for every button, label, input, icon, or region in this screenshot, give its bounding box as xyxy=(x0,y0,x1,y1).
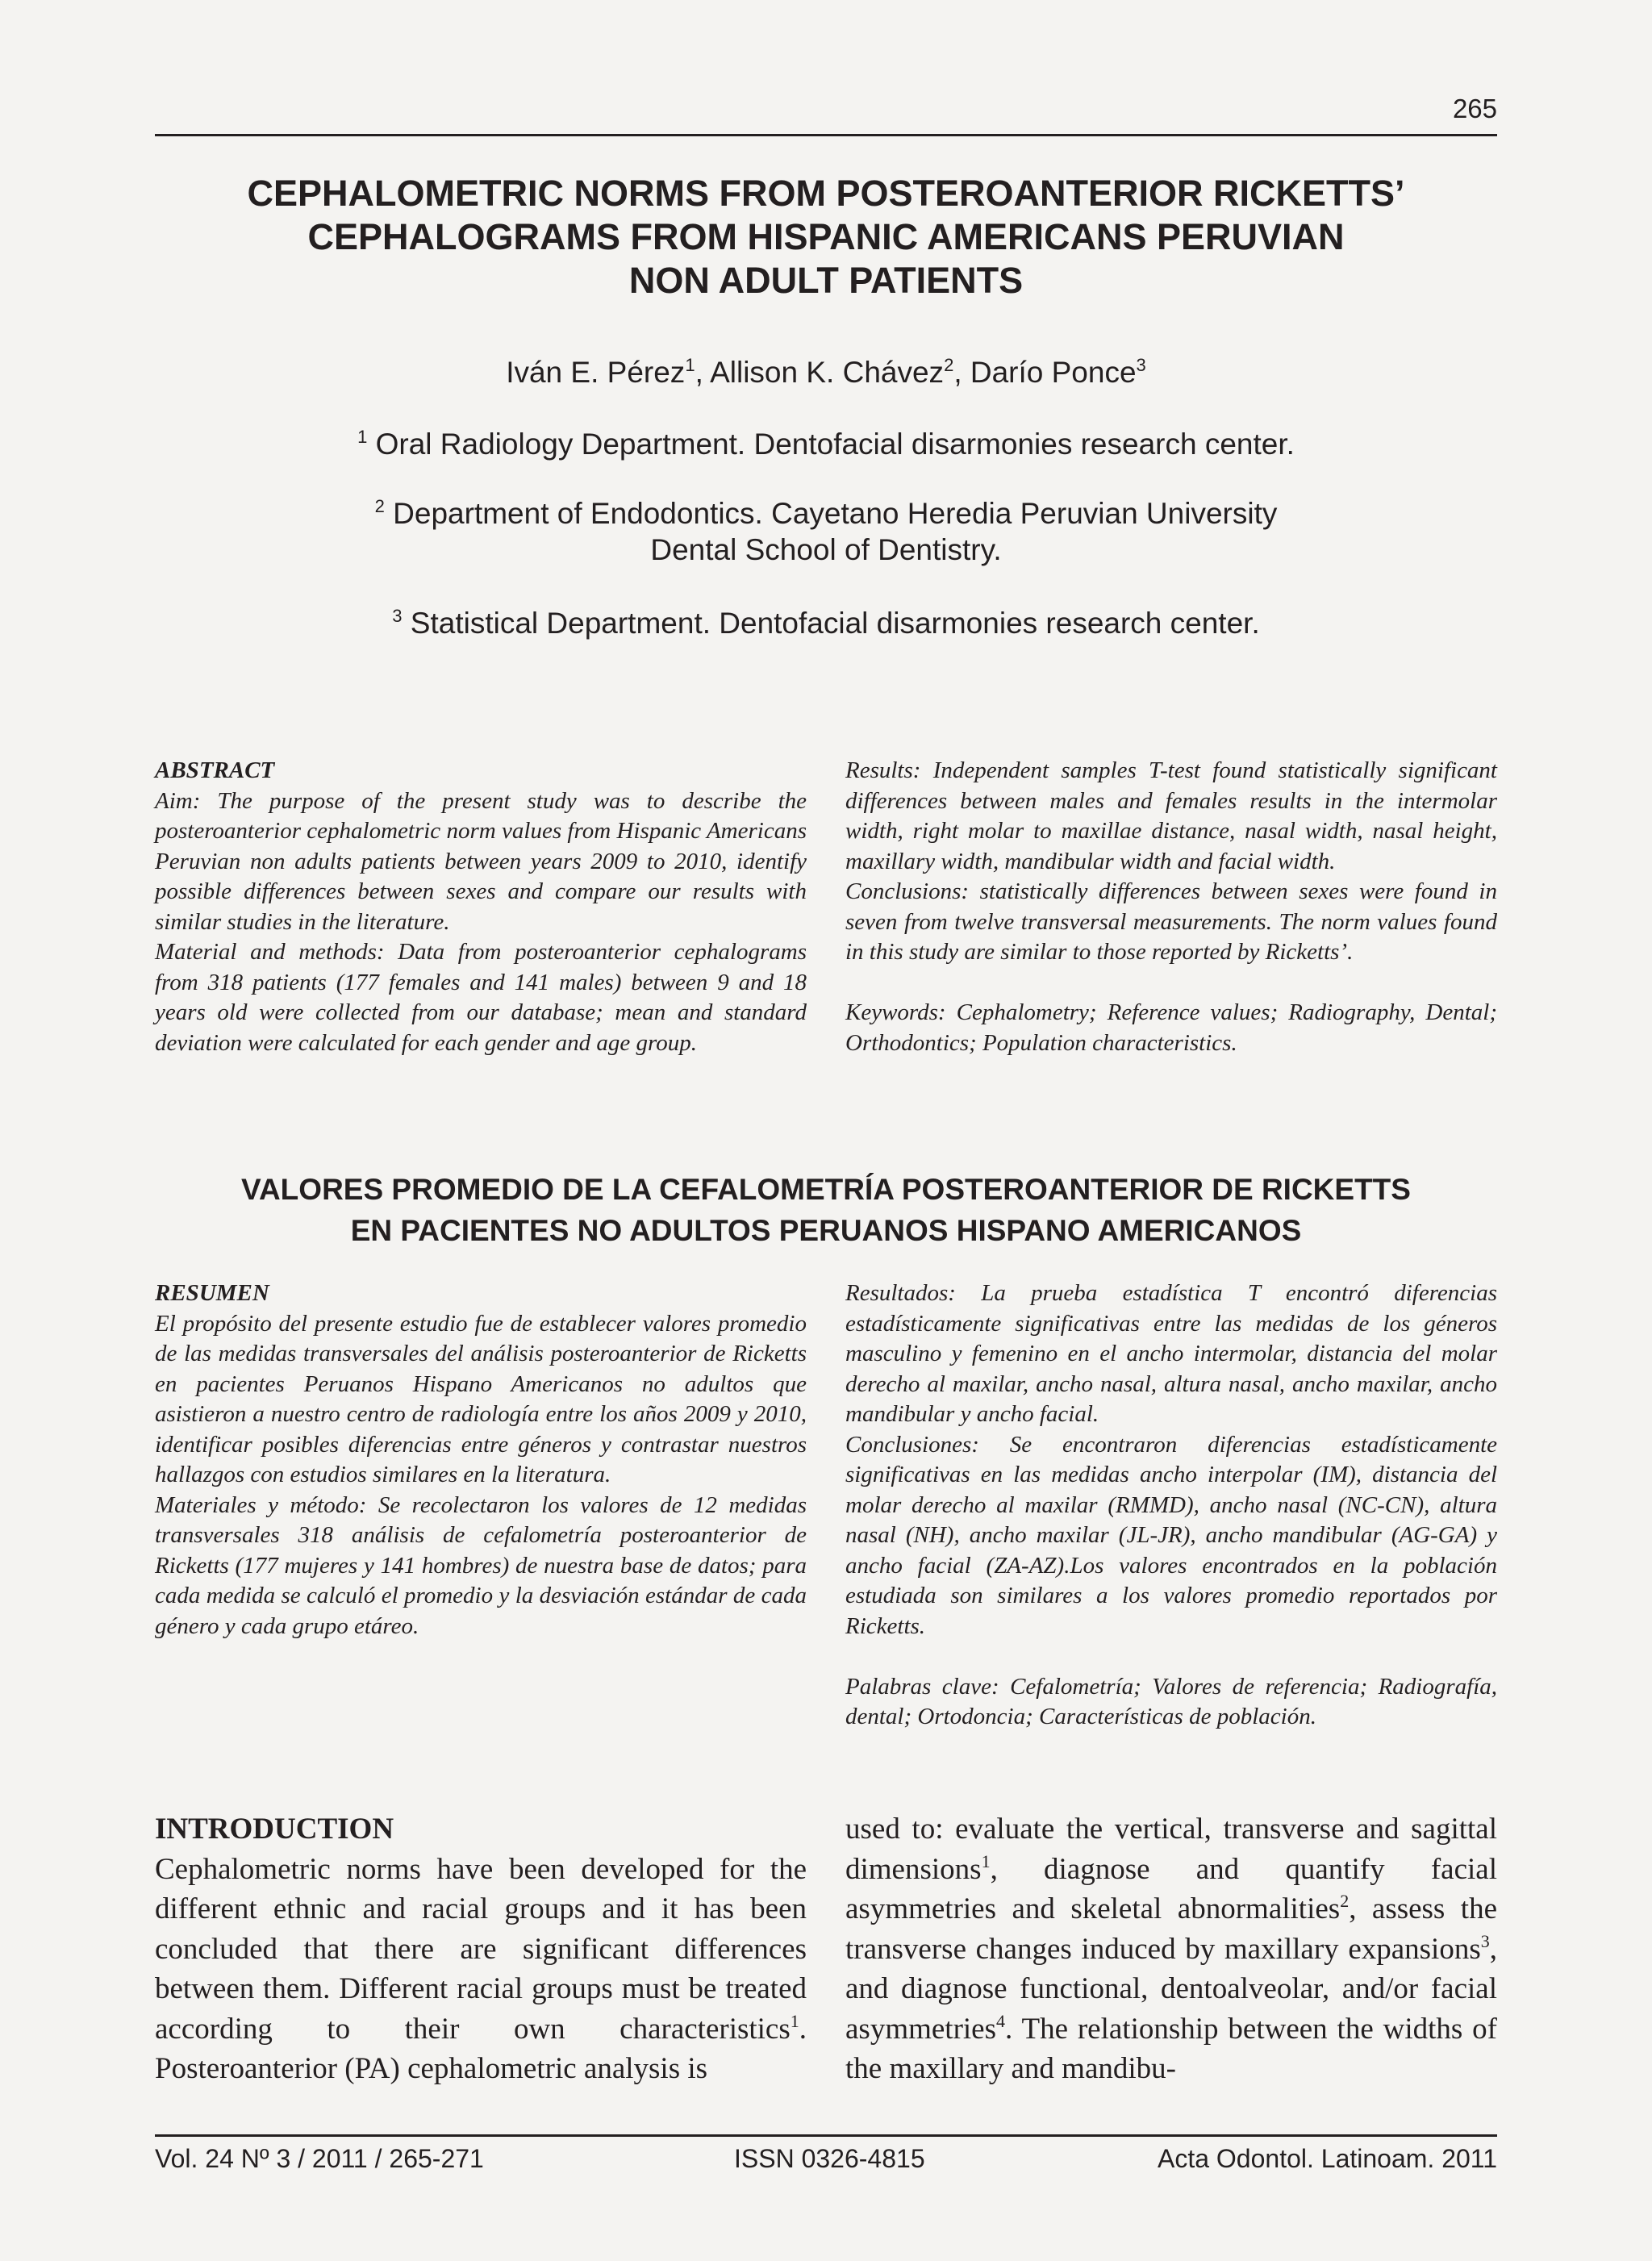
introduction-text: , and diagnose functional, dentoalveolar, and/or facial asymmetries xyxy=(845,1932,1497,2046)
author-separator: , xyxy=(953,356,970,389)
title-line: NON ADULT PATIENTS xyxy=(628,260,1024,301)
introduction-text: , assess the transverse changes induced by maxillary expansions xyxy=(845,1892,1497,1966)
author-list xyxy=(155,356,1497,390)
resumen-left-column xyxy=(155,1279,807,1642)
introduction-paragraph xyxy=(845,1809,1497,2089)
abstract-results: Results: Independent samples T-test found statistically significant differences between males and females results in the intermolar width, right molar to maxillae distance, nasal width, nasal height, maxillary width, mandibular width and facial width. xyxy=(845,757,1497,874)
affiliation-mark: 3 xyxy=(392,606,403,626)
resumen-conclusions: Conclusiones: Se encontraron diferencias estadísticamente significativas en las medidas ancho interpolar (IM), distancia del molar derecho al maxilar (RMMD), ancho nasal (NC-CN), altura nasal (NH), ancho maxilar (JL-JR), ancho mandibular (AG-GA) y ancho facial (ZA-AZ).Los valores encontrados en la población estudiada son similares a los valores promedio reportados por Ricketts. xyxy=(845,1431,1497,1639)
affiliation-text: Dental School of Dentistry. xyxy=(650,533,1002,566)
author-name: Allison K. Chávez xyxy=(710,356,945,389)
introduction-left-column xyxy=(155,1809,807,2089)
citation-mark: 3 xyxy=(1480,1930,1490,1951)
abstract-keywords: Keywords: Cephalometry; Reference values; Radiography, Dental; Orthodontics; Population characteristics. xyxy=(845,999,1497,1056)
page-number: 265 xyxy=(1452,94,1497,123)
resumen-right-column xyxy=(845,1279,1497,1733)
abstract-aim: Aim: The purpose of the present study was to describe the posteroanterior cephalometric norm values from Hispanic Americans Peruvian non adults patients between years 2009 to 2010, identify possible differences between sexes and compare our results with similar studies in the literature. xyxy=(155,787,807,935)
citation-mark: 1 xyxy=(790,2010,799,2031)
resumen-results: Resultados: La prueba estadística T encontró diferencias estadísticamente significativas entre las medidas de los géneros masculino y femenino en el ancho intermolar, distancia del molar derecho al maxilar, ancho nasal, altura nasal, ancho maxilar, ancho mandibular y ancho facial. xyxy=(845,1280,1497,1427)
affiliation-mark: 2 xyxy=(374,496,385,516)
footer-journal: Acta Odontol. Latinoam. 2011 xyxy=(1157,2144,1497,2173)
article-title xyxy=(155,172,1497,302)
citation-mark: 2 xyxy=(1340,1891,1350,1911)
title-line: CEPHALOMETRIC NORMS FROM POSTEROANTERIOR RICKETTS’ xyxy=(247,173,1405,214)
bottom-rule xyxy=(155,2134,1497,2137)
abstract-conclusions: Conclusions: statistically differences between sexes were found in seven from twelve transversal measurements. The norm values found in this study are similar to those reported by Ricketts’. xyxy=(845,878,1497,965)
affiliation-mark: 1 xyxy=(357,427,368,447)
introduction-right-column xyxy=(845,1809,1497,2089)
introduction-text: , diagnose and quantify facial asymmetries and skeletal abnormalities xyxy=(845,1852,1497,1925)
introduction-text: used to: evaluate the vertical, transverse and sagittal dimensions xyxy=(845,1813,1497,1886)
citation-mark: 1 xyxy=(981,1850,991,1871)
abstract-right-column xyxy=(845,756,1497,1058)
top-rule xyxy=(155,134,1497,136)
title-line: CEPHALOGRAMS FROM HISPANIC AMERICANS PERUVIAN xyxy=(307,216,1345,257)
spanish-title-line: VALORES PROMEDIO DE LA CEFALOMETRÍA POSTEROANTERIOR DE RICKETTS xyxy=(241,1173,1411,1206)
affiliation-text: Statistical Department. Dentofacial disarmonies research center. xyxy=(410,607,1260,640)
author-name: Darío Ponce xyxy=(970,356,1137,389)
introduction-paragraph xyxy=(155,1850,807,2089)
citation-mark: 4 xyxy=(996,2010,1006,2031)
author-affiliation-mark: 3 xyxy=(1136,355,1146,375)
resumen-keywords: Palabras clave: Cefalometría; Valores de referencia; Radiografía, dental; Ortodoncia; Características de población. xyxy=(845,1673,1497,1729)
resumen-intro: El propósito del presente estudio fue de establecer valores promedio de las medidas transversales del análisis posteroanterior de Ricketts en pacientes Peruanos Hispano Americanos no adultos que asistieron a nuestro centro de radiología entre los años 2009 y 2010, identificar posibles diferencias entre géneros y contrastar nuestros hallazgos con estudios similares en la literatura. xyxy=(155,1310,807,1487)
author-separator: , xyxy=(695,356,711,389)
spanish-title-line: EN PACIENTES NO ADULTOS PERUANOS HISPANO AMERICANOS xyxy=(350,1214,1302,1247)
spanish-title xyxy=(155,1169,1497,1251)
abstract-methods: Material and methods: Data from posteroanterior cephalograms from 318 patients (177 females and 141 males) between 9 and 18 years old were collected from our database; mean and standard deviation were calculated for each gender and age group. xyxy=(155,939,807,1056)
resumen-methods: Materiales y método: Se recolectaron los valores de 12 medidas transversales 318 análisis de cefalometría posteroanterior de Ricketts (177 mujeres y 141 hombres) de nuestra base de datos; para cada medida se calculó el promedio y la desviación estándar de cada género y cada grupo etáreo. xyxy=(155,1491,807,1639)
affiliation-text: Oral Radiology Department. Dentofacial disarmonies research center. xyxy=(375,428,1295,461)
affiliation xyxy=(155,426,1497,462)
introduction-heading: INTRODUCTION xyxy=(155,1813,394,1846)
introduction-text: . Posteroanterior (PA) cephalometric analysis is xyxy=(155,2012,807,2085)
introduction-text: Cephalometric norms have been developed for the different ethnic and racial groups and it has been concluded that there are significant differences between them. Different racial groups must be treated according to their own characteristics xyxy=(155,1852,807,2046)
resumen-heading: RESUMEN xyxy=(155,1280,269,1306)
author-affiliation-mark: 2 xyxy=(944,355,954,375)
introduction-text: . The relationship between the widths of the maxillary and mandibu- xyxy=(845,2012,1497,2085)
author-affiliation-mark: 1 xyxy=(685,355,695,375)
abstract-left-column xyxy=(155,756,807,1058)
affiliation-text: Department of Endodontics. Cayetano Heredia Peruvian University xyxy=(393,497,1278,530)
author-name: Iván E. Pérez xyxy=(506,356,686,389)
affiliation xyxy=(155,495,1497,568)
footer-issn: ISSN 0326-4815 xyxy=(734,2144,925,2173)
affiliation xyxy=(155,605,1497,641)
abstract-heading: ABSTRACT xyxy=(155,757,275,783)
footer-volume: Vol. 24 Nº 3 / 2011 / 265-271 xyxy=(155,2144,484,2173)
